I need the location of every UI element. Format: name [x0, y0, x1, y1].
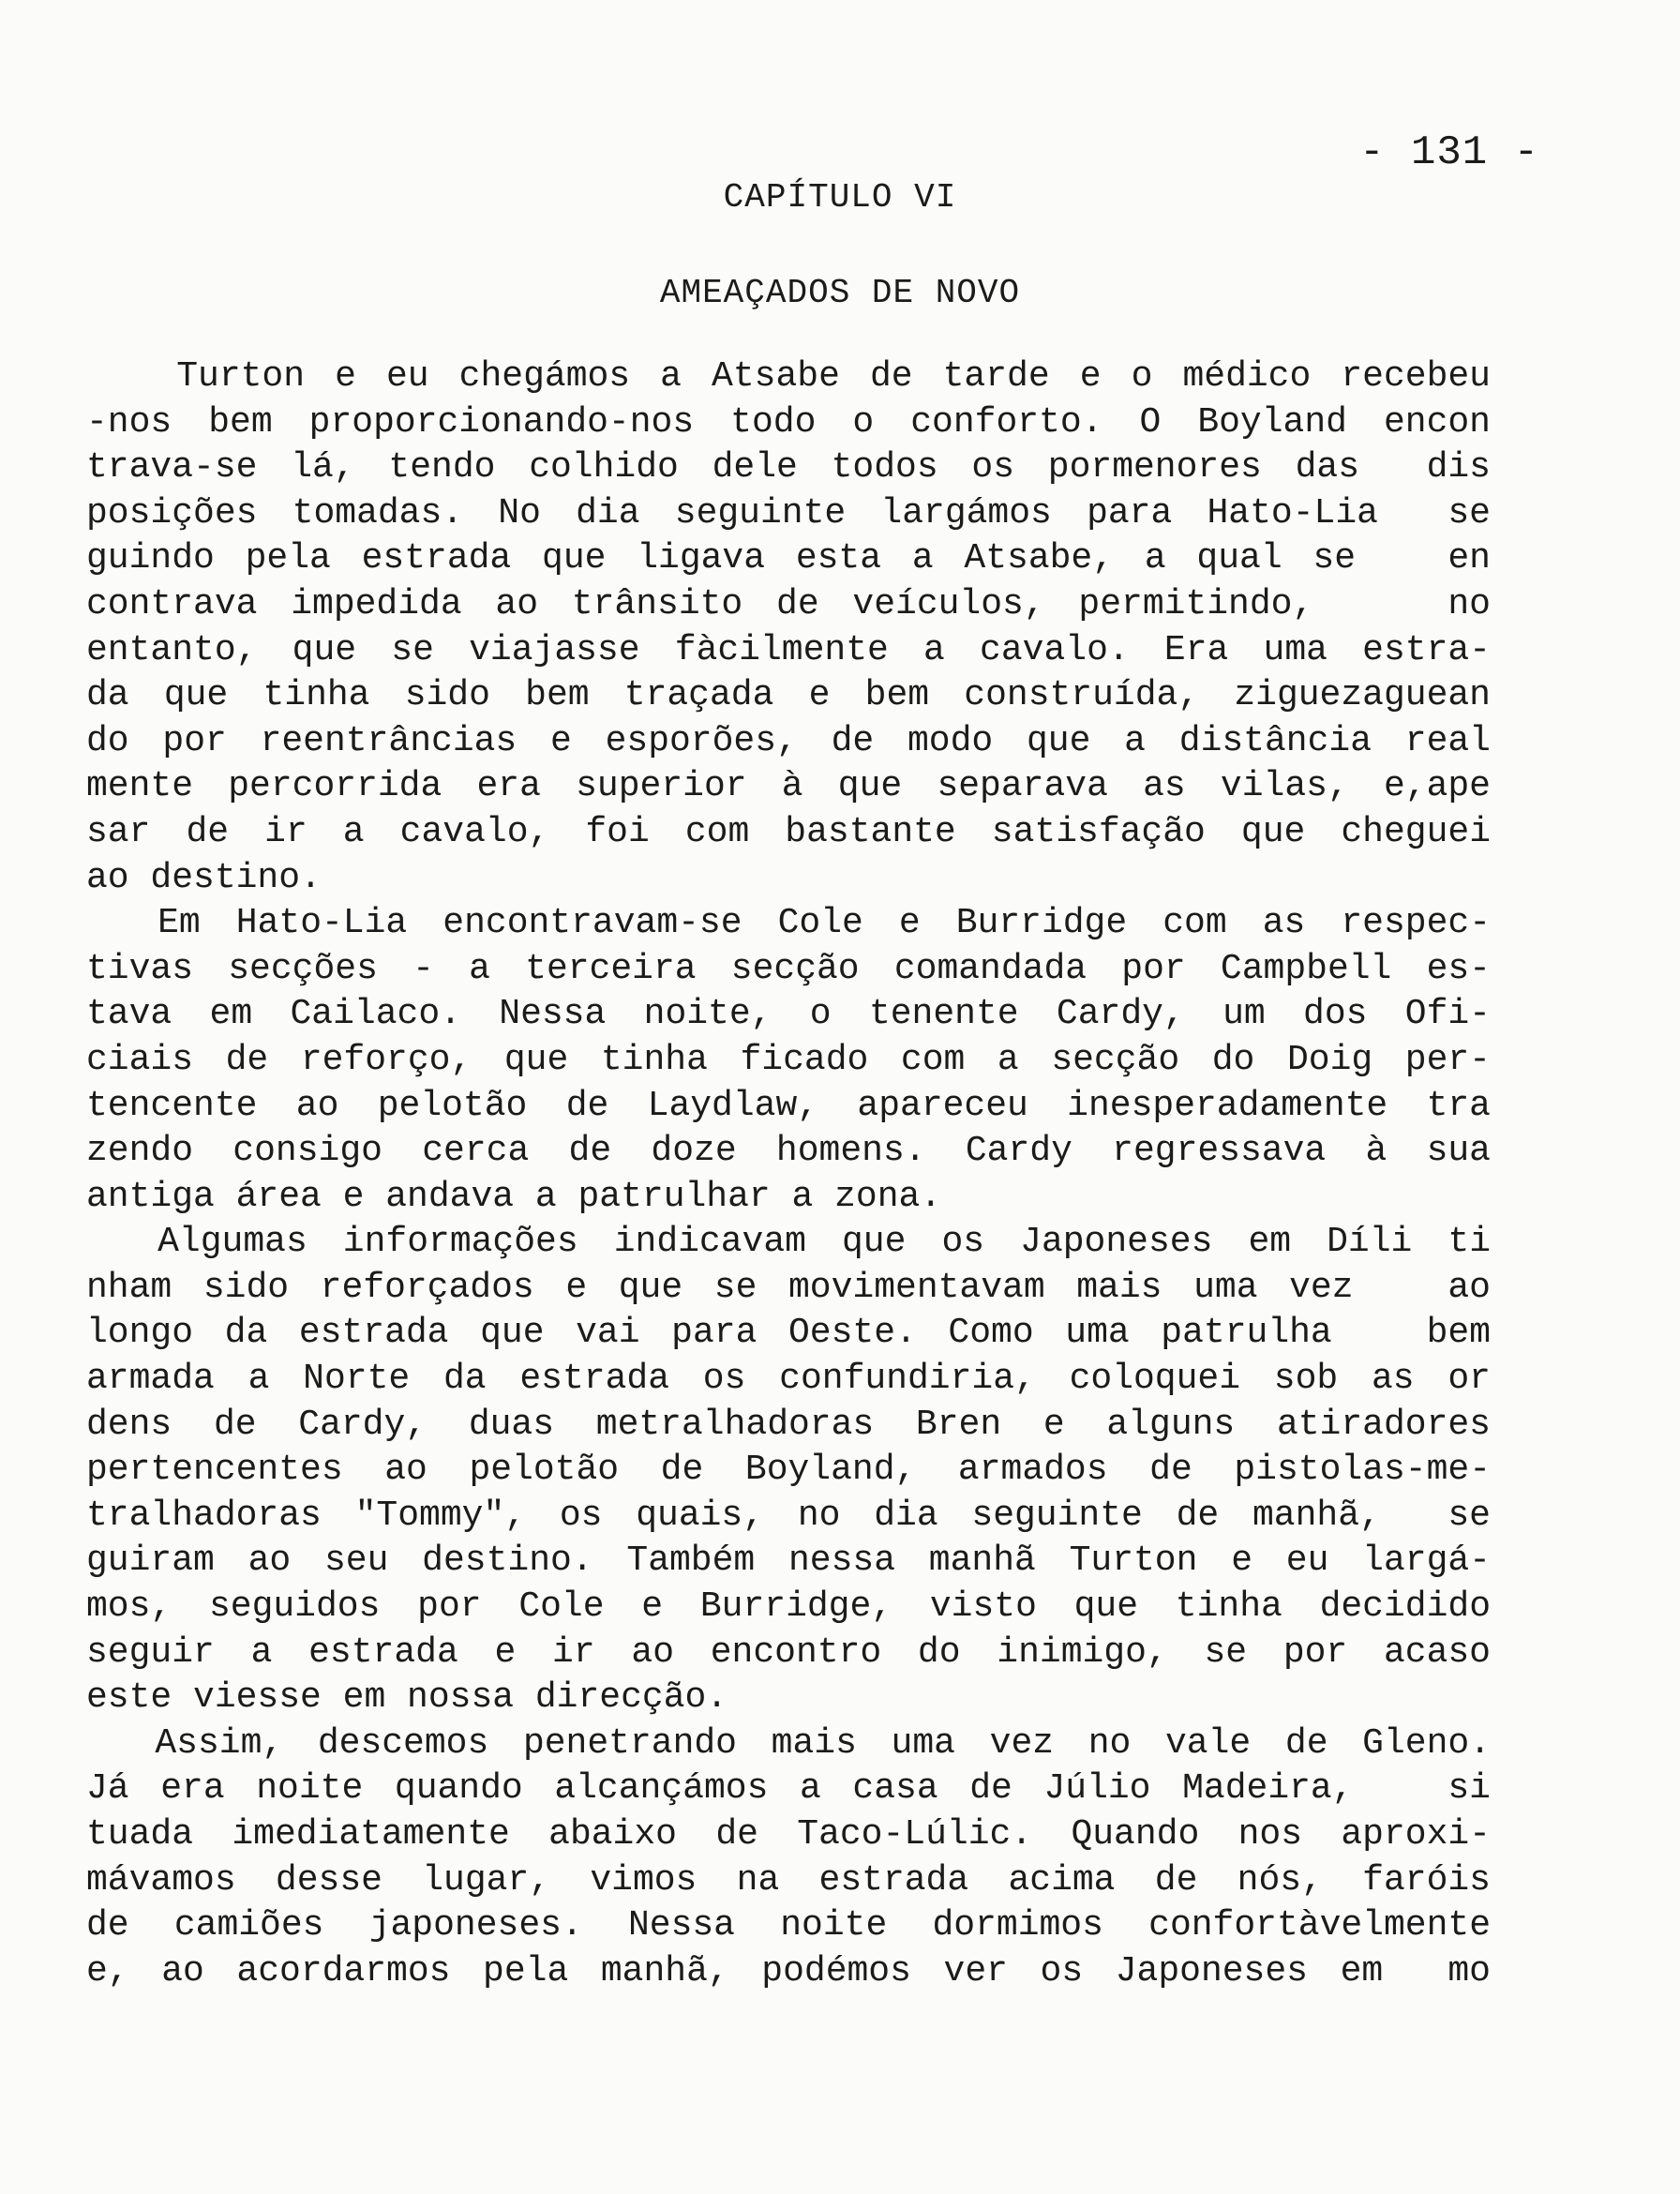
text-line: tivas secções - a terceira secção comandada por Campbell es- — [86, 948, 1491, 989]
text-line: Já era noite quando alcançámos a casa de Júlio Madeira, si — [86, 1768, 1491, 1810]
text-line: guiram ao seu destino. Também nessa manhã Turton e eu largá- — [86, 1540, 1491, 1582]
text-line: pertencentes ao pelotão de Boyland, armados de pistolas-me- — [86, 1450, 1491, 1491]
text-line: tencente ao pelotão de Laydlaw, apareceu inesperadamente tra — [86, 1085, 1491, 1126]
text-line: da que tinha sido bem traçada e bem construída, ziguezaguean — [86, 675, 1491, 716]
text-line: e, ao acordarmos pela manhã, podémos ver os Japoneses em mo — [86, 1950, 1491, 1991]
text-line: nham sido reforçados e que se movimentavam mais uma vez ao — [86, 1267, 1491, 1308]
text-line: mente percorrida era superior à que separava as vilas, e,ape — [86, 766, 1491, 807]
text-line: longo da estrada que vai para Oeste. Como uma patrulha bem — [86, 1313, 1491, 1354]
body-text — [86, 354, 1491, 1994]
text-line: Assim, descemos penetrando mais uma vez no vale de Gleno. — [86, 1722, 1491, 1764]
text-line: do por reentrâncias e esporões, de modo que a distância real — [86, 720, 1491, 761]
text-line: -nos bem proporcionando-nos todo o conforto. O Boyland encon — [86, 401, 1491, 443]
text-line: guindo pela estrada que ligava esta a Atsabe, a qual se en — [86, 538, 1491, 579]
text-line: Em Hato-Lia encontravam-se Cole e Burridge com as respec- — [86, 903, 1491, 944]
text-line: antiga área e andava a patrulhar a zona. — [86, 1176, 942, 1217]
text-line: posições tomadas. No dia seguinte largámos para Hato-Lia se — [86, 492, 1491, 533]
text-line: de camiões japoneses. Nessa noite dormimos confortàvelmente — [86, 1905, 1491, 1946]
text-line: sar de ir a cavalo, foi com bastante satisfação que cheguei — [86, 811, 1491, 852]
text-line: entanto, que se viajasse fàcilmente a cavalo. Era uma estra- — [86, 629, 1491, 670]
text-line: este viesse em nossa direcção. — [86, 1677, 728, 1719]
text-line: Algumas informações indicavam que os Japoneses em Díli ti — [86, 1222, 1491, 1263]
text-line: contrava impedida ao trânsito de veículos, permitindo, no — [86, 583, 1491, 624]
chapter-subtitle: AMEAÇADOS DE NOVO — [659, 274, 1021, 312]
text-line: zendo consigo cerca de doze homens. Cardy regressava à sua — [86, 1131, 1491, 1172]
text-line: ciais de reforço, que tinha ficado com a secção do Doig per- — [86, 1039, 1491, 1080]
text-line: trava-se lá, tendo colhido dele todos os pormenores das dis — [86, 447, 1491, 488]
page-number: - 131 - — [1359, 129, 1539, 176]
text-line: mos, seguidos por Cole e Burridge, visto que tinha decidido — [86, 1586, 1491, 1628]
text-line: tuada imediatamente abaixo de Taco-Lúlic. Quando nos aproxi- — [86, 1814, 1491, 1855]
text-line: mávamos desse lugar, vimos na estrada acima de nós, faróis — [86, 1859, 1491, 1901]
text-line: dens de Cardy, duas metralhadoras Bren e alguns atiradores — [86, 1404, 1491, 1445]
text-line: tralhadoras "Tommy", os quais, no dia seguinte de manhã, se — [86, 1495, 1491, 1536]
text-line: seguir a estrada e ir ao encontro do inimigo, se por acaso — [86, 1631, 1491, 1673]
text-line: armada a Norte da estrada os confundiria, coloquei sob as or — [86, 1359, 1491, 1400]
chapter-title: CAPÍTULO VI — [723, 178, 957, 217]
text-line: ao destino. — [86, 857, 322, 898]
text-line: tava em Cailaco. Nessa noite, o tenente Cardy, um dos Ofi- — [86, 994, 1491, 1035]
text-line: Turton e eu chegámos a Atsabe de tarde e o médico recebeu — [86, 356, 1491, 397]
